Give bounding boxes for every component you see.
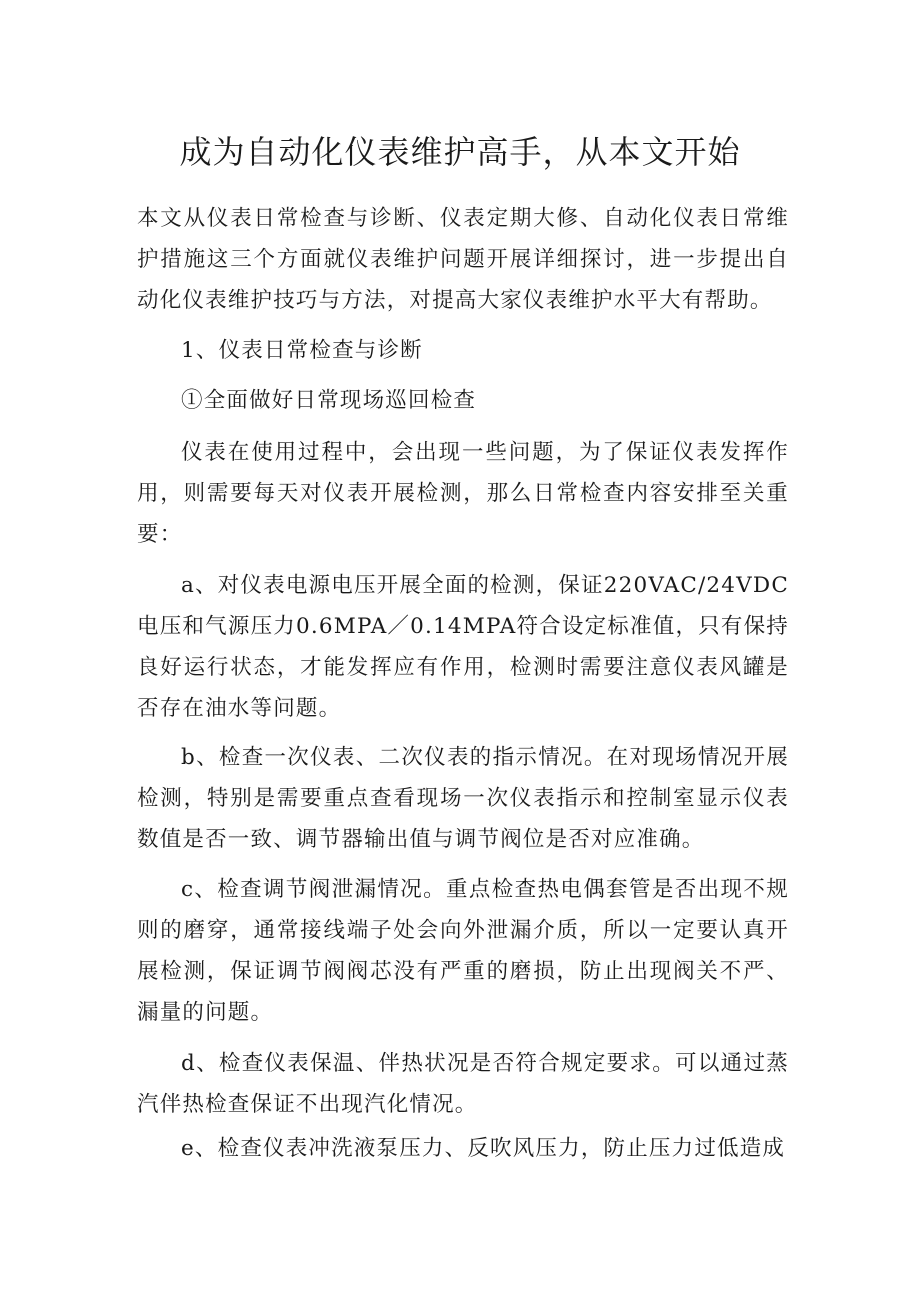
intro-paragraph: 本文从仪表日常检查与诊断、仪表定期大修、自动化仪表日常维护措施这三个方面就仪表维护问题开展详细探讨，进一步提出自动化仪表维护技巧与方法，对提高大家仪表维护水平大有帮助。 xyxy=(137,206,789,313)
list-item-e: e、检查仪表冲洗液泵压力、反吹风压力，防止压力过低造成 xyxy=(181,1136,786,1161)
list-item-b: b、检查一次仪表、二次仪表的指示情况。在对现场情况开展检测，特别是需要重点查看现场一次仪表指示和控制室显示仪表数值是否一致、调节器输出值与调节阀位是否对应准确。 xyxy=(137,745,789,852)
body-paragraph: 仪表在使用过程中，会出现一些问题，为了保证仪表发挥作用，则需要每天对仪表开展检测，那么日常检查内容安排至关重要： xyxy=(137,440,789,547)
list-item-c: c、检查调节阀泄漏情况。重点检查热电偶套管是否出现不规则的磨穿，通常接线端子处会向外泄漏介质，所以一定要认真开展检测，保证调节阀阀芯没有严重的磨损，防止出现阀关不严、漏量的问题。 xyxy=(137,877,789,1025)
section-heading: 1、仪表日常检查与诊断 xyxy=(181,338,423,363)
document-title: 成为自动化仪表维护高手，从本文开始 xyxy=(179,133,741,171)
list-item-d: d、检查仪表保温、伴热状况是否符合规定要求。可以通过蒸汽伴热检查保证不出现汽化情况。 xyxy=(137,1051,789,1117)
subsection-heading: ①全面做好日常现场巡回检查 xyxy=(181,388,477,413)
list-item-a: a、对仪表电源电压开展全面的检测，保证220VAC/24VDC电压和气源压力0.6MPA／0.14MPA符合设定标准值，只有保持良好运行状态，才能发挥应有作用，检测时需要注意仪表风罐是否存在油水等问题。 xyxy=(137,573,789,721)
